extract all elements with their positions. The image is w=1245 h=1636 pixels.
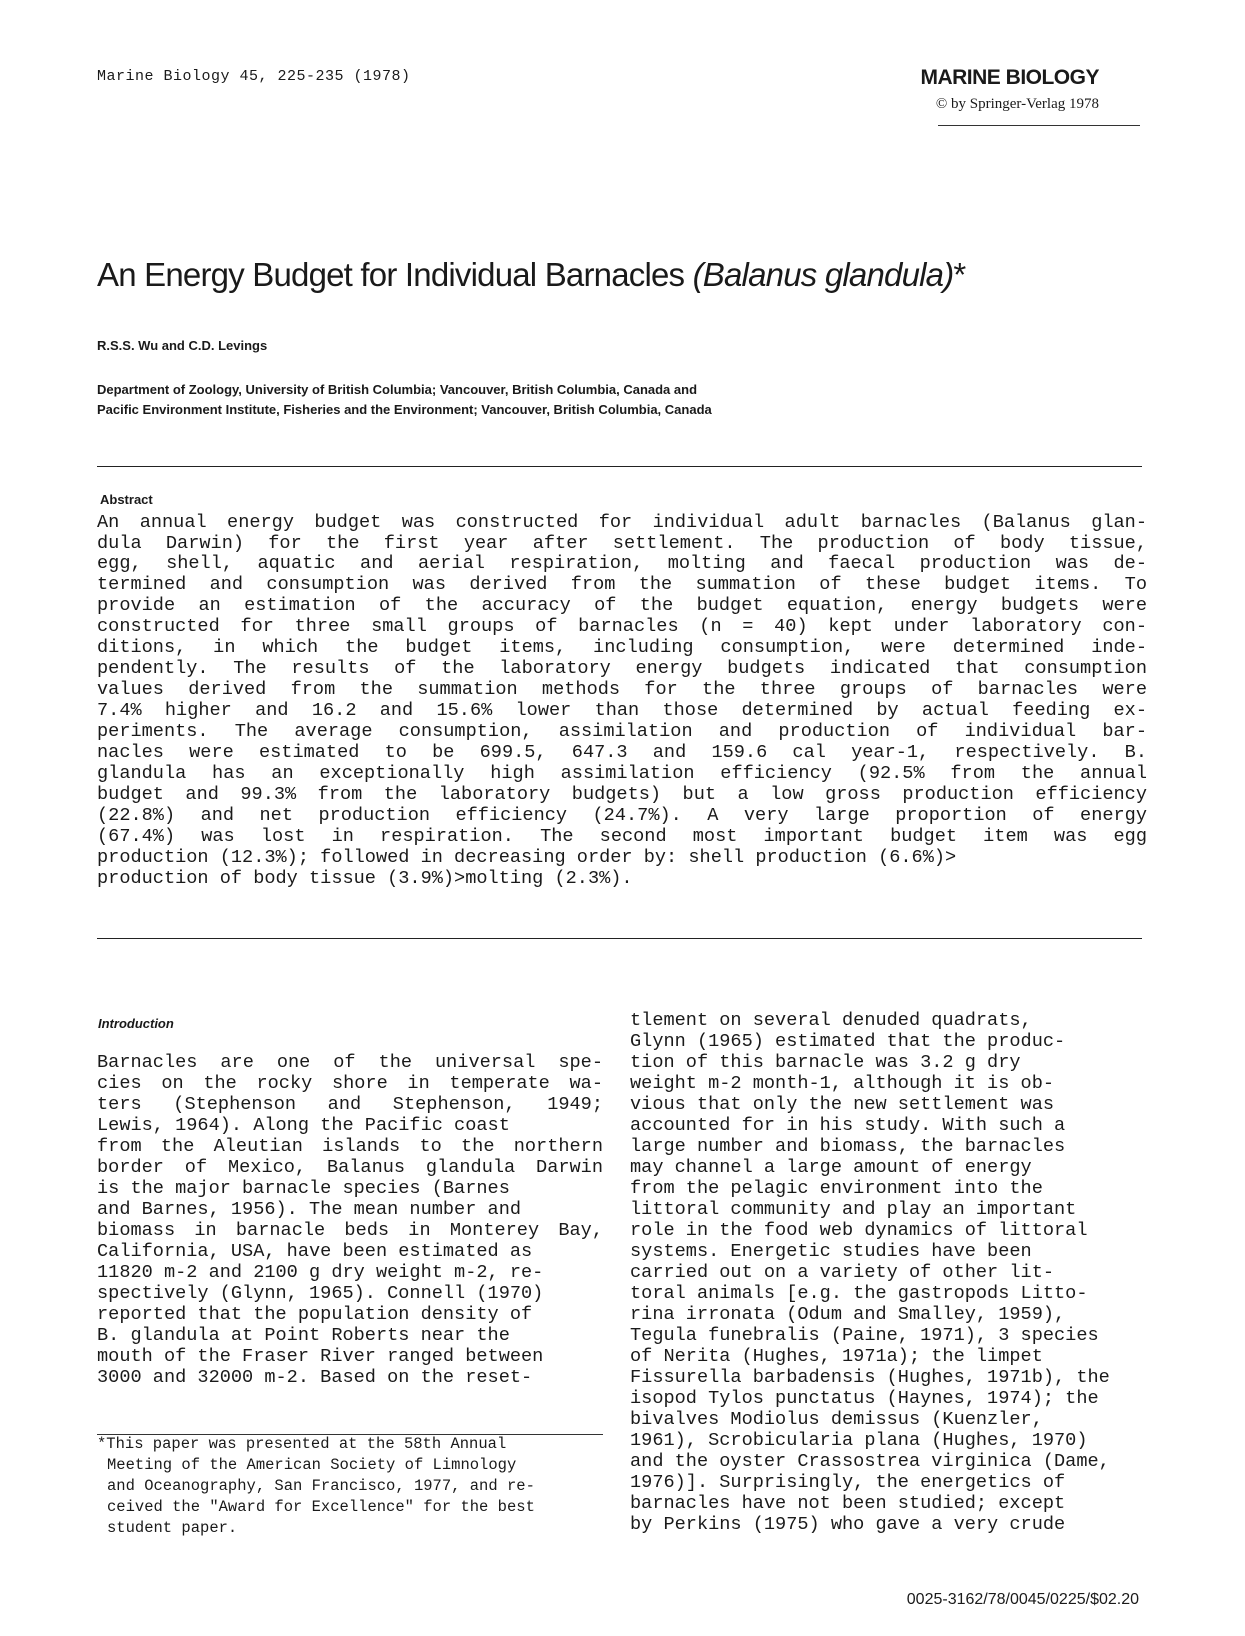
intro-col2-line: Glynn (1965) estimated that the produc-: [630, 1031, 1066, 1052]
intro-col2-line: 1961), Scrobicularia plana (Hughes, 1970): [630, 1430, 1088, 1451]
intro-col1-line: 3000 and 32000 m-2. Based on the reset-: [97, 1367, 533, 1388]
footnote-line: student paper.: [107, 1519, 238, 1537]
intro-col2-line: barnacles have not been studied; except: [630, 1493, 1066, 1514]
affiliations: [97, 380, 712, 420]
affiliation-line: Department of Zoology, University of British Columbia; Vancouver, British Columbia, Canada and: [97, 382, 698, 397]
abstract-line: dula Darwin) for the first year after settlement. The production of body tissue,: [97, 533, 1147, 554]
intro-col2-line: carried out on a variety of other lit-: [630, 1262, 1055, 1283]
intro-col1-line: spectively (Glynn, 1965). Connell (1970): [97, 1283, 544, 1304]
intro-col2-line: isopod Tylos punctatus (Haynes, 1974); the: [630, 1388, 1099, 1409]
intro-col1-line: reported that the population density of: [97, 1304, 533, 1325]
footnote-line: and Oceanography, San Francisco, 1977, and re-: [107, 1477, 535, 1495]
intro-col2-line: of Nerita (Hughes, 1971a); the limpet: [630, 1346, 1043, 1367]
intro-col2-line: vious that only the new settlement was: [630, 1094, 1055, 1115]
footnote-line: ceived the "Award for Excellence" for the best: [107, 1498, 535, 1516]
abstract-line: periments. The average consumption, assimilation and production of individual bar-: [97, 721, 1147, 742]
intro-col1-line: B. glandula at Point Roberts near the: [97, 1325, 510, 1346]
abstract-line: production of body tissue (3.9%)>molting (2.3%).: [97, 868, 633, 889]
intro-col1-line: cies on the rocky shore in temperate wa-: [97, 1073, 603, 1094]
abstract-line: values derived from the summation methods for the three groups of barnacles were: [97, 679, 1147, 700]
intro-col2-line: Fissurella barbadensis (Hughes, 1971b), the: [630, 1367, 1110, 1388]
paper-title: [97, 256, 965, 294]
abstract-line: budget and 99.3% from the laboratory budgets) but a low gross production efficiency: [97, 784, 1147, 805]
intro-col1-line: border of Mexico, Balanus glandula Darwin: [97, 1157, 603, 1178]
footnote-line: Meeting of the American Society of Limnology: [107, 1456, 517, 1474]
abstract-heading: Abstract: [100, 492, 153, 507]
intro-col1-line: ters (Stephenson and Stephenson, 1949;: [97, 1094, 603, 1115]
abstract-line: termined and consumption was derived from the summation of these budget items. To: [97, 574, 1147, 595]
intro-col2-line: accounted for in his study. With such a: [630, 1115, 1066, 1136]
intro-col1-line: biomass in barnacle beds in Monterey Bay,: [97, 1220, 603, 1241]
intro-col2-line: from the pelagic environment into the: [630, 1178, 1043, 1199]
title-main: An Energy Budget for Individual Barnacles: [97, 256, 693, 293]
intro-col2-line: may channel a large amount of energy: [630, 1157, 1032, 1178]
intro-col1-line: Barnacles are one of the universal spe-: [97, 1052, 603, 1073]
header-rule: [938, 125, 1140, 126]
abstract-line: 7.4% higher and 16.2 and 15.6% lower than those determined by actual feeding ex-: [97, 700, 1147, 721]
abstract-bottom-rule: [97, 938, 1142, 939]
intro-col2-line: Tegula funebralis (Paine, 1971), 3 species: [630, 1325, 1099, 1346]
intro-col2-line: littoral community and play an important: [630, 1199, 1077, 1220]
abstract-line: (67.4%) was lost in respiration. The second most important budget item was egg: [97, 826, 1147, 847]
abstract-line: ditions, in which the budget items, including consumption, were determined inde-: [97, 637, 1147, 658]
introduction-heading: Introduction: [98, 1016, 174, 1031]
intro-col2-line: role in the food web dynamics of littoral: [630, 1220, 1088, 1241]
affiliation-line: Pacific Environment Institute, Fisheries and the Environment; Vancouver, British Columbia, Canada: [97, 402, 712, 417]
intro-col2-line: systems. Energetic studies have been: [630, 1241, 1032, 1262]
abstract-line: (22.8%) and net production efficiency (24.7%). A very large proportion of energy: [97, 805, 1147, 826]
abstract-line: glandula has an exceptionally high assimilation efficiency (92.5% from the annual: [97, 763, 1147, 784]
authors: R.S.S. Wu and C.D. Levings: [97, 338, 268, 353]
intro-col1-line: mouth of the Fraser River ranged between: [97, 1346, 544, 1367]
abstract-line: production (12.3%); followed in decreasing order by: shell production (6.6%)>: [97, 847, 957, 868]
intro-col2-line: and the oyster Crassostrea virginica (Dame,: [630, 1451, 1110, 1472]
abstract-line: An annual energy budget was constructed for individual adult barnacles (Balanus glan-: [97, 512, 1147, 533]
intro-col2-line: tion of this barnacle was 3.2 g dry: [630, 1052, 1021, 1073]
abstract-line: pendently. The results of the laboratory energy budgets indicated that consumption: [97, 658, 1147, 679]
abstract-line: egg, shell, aquatic and aerial respiration, molting and faecal production was de-: [97, 553, 1147, 574]
journal-name: MARINE BIOLOGY: [920, 66, 1099, 89]
abstract-line: provide an estimation of the accuracy of the budget equation, energy budgets were: [97, 595, 1147, 616]
intro-col2-line: rina irronata (Odum and Smalley, 1959),: [630, 1304, 1066, 1325]
journal-citation: Marine Biology 45, 225-235 (1978): [97, 68, 411, 85]
title-species: (Balanus glandula): [692, 256, 954, 293]
footnote-line: *This paper was presented at the 58th Annual: [97, 1435, 507, 1453]
article-code: 0025-3162/78/0045/0225/$02.20: [906, 1591, 1139, 1608]
intro-col2-line: bivalves Modiolus demissus (Kuenzler,: [630, 1409, 1043, 1430]
title-footnote-mark: *: [953, 256, 966, 293]
intro-col2-line: 1976)]. Surprisingly, the energetics of: [630, 1472, 1066, 1493]
abstract-line: constructed for three small groups of barnacles (n = 40) kept under laboratory con-: [97, 616, 1147, 637]
intro-col2-line: tlement on several denuded quadrats,: [630, 1010, 1032, 1031]
intro-col1-line: is the major barnacle species (Barnes: [97, 1178, 510, 1199]
intro-col1-line: Lewis, 1964). Along the Pacific coast: [97, 1115, 510, 1136]
intro-col1-line: 11820 m-2 and 2100 g dry weight m-2, re-: [97, 1262, 544, 1283]
intro-col2-line: toral animals [e.g. the gastropods Litto-: [630, 1283, 1088, 1304]
intro-col1-line: from the Aleutian islands to the northern: [97, 1136, 603, 1157]
intro-col2-line: by Perkins (1975) who gave a very crude: [630, 1514, 1066, 1535]
intro-col1-line: California, USA, have been estimated as: [97, 1241, 533, 1262]
intro-col2-line: weight m-2 month-1, although it is ob-: [630, 1073, 1055, 1094]
abstract-line: nacles were estimated to be 699.5, 647.3 and 159.6 cal year-1, respectively. B.: [97, 742, 1147, 763]
publisher-copyright: © by Springer-Verlag 1978: [935, 96, 1099, 112]
intro-col2-line: large number and biomass, the barnacles: [630, 1136, 1066, 1157]
intro-col1-line: and Barnes, 1956). The mean number and: [97, 1199, 522, 1220]
abstract-top-rule: [97, 466, 1142, 467]
